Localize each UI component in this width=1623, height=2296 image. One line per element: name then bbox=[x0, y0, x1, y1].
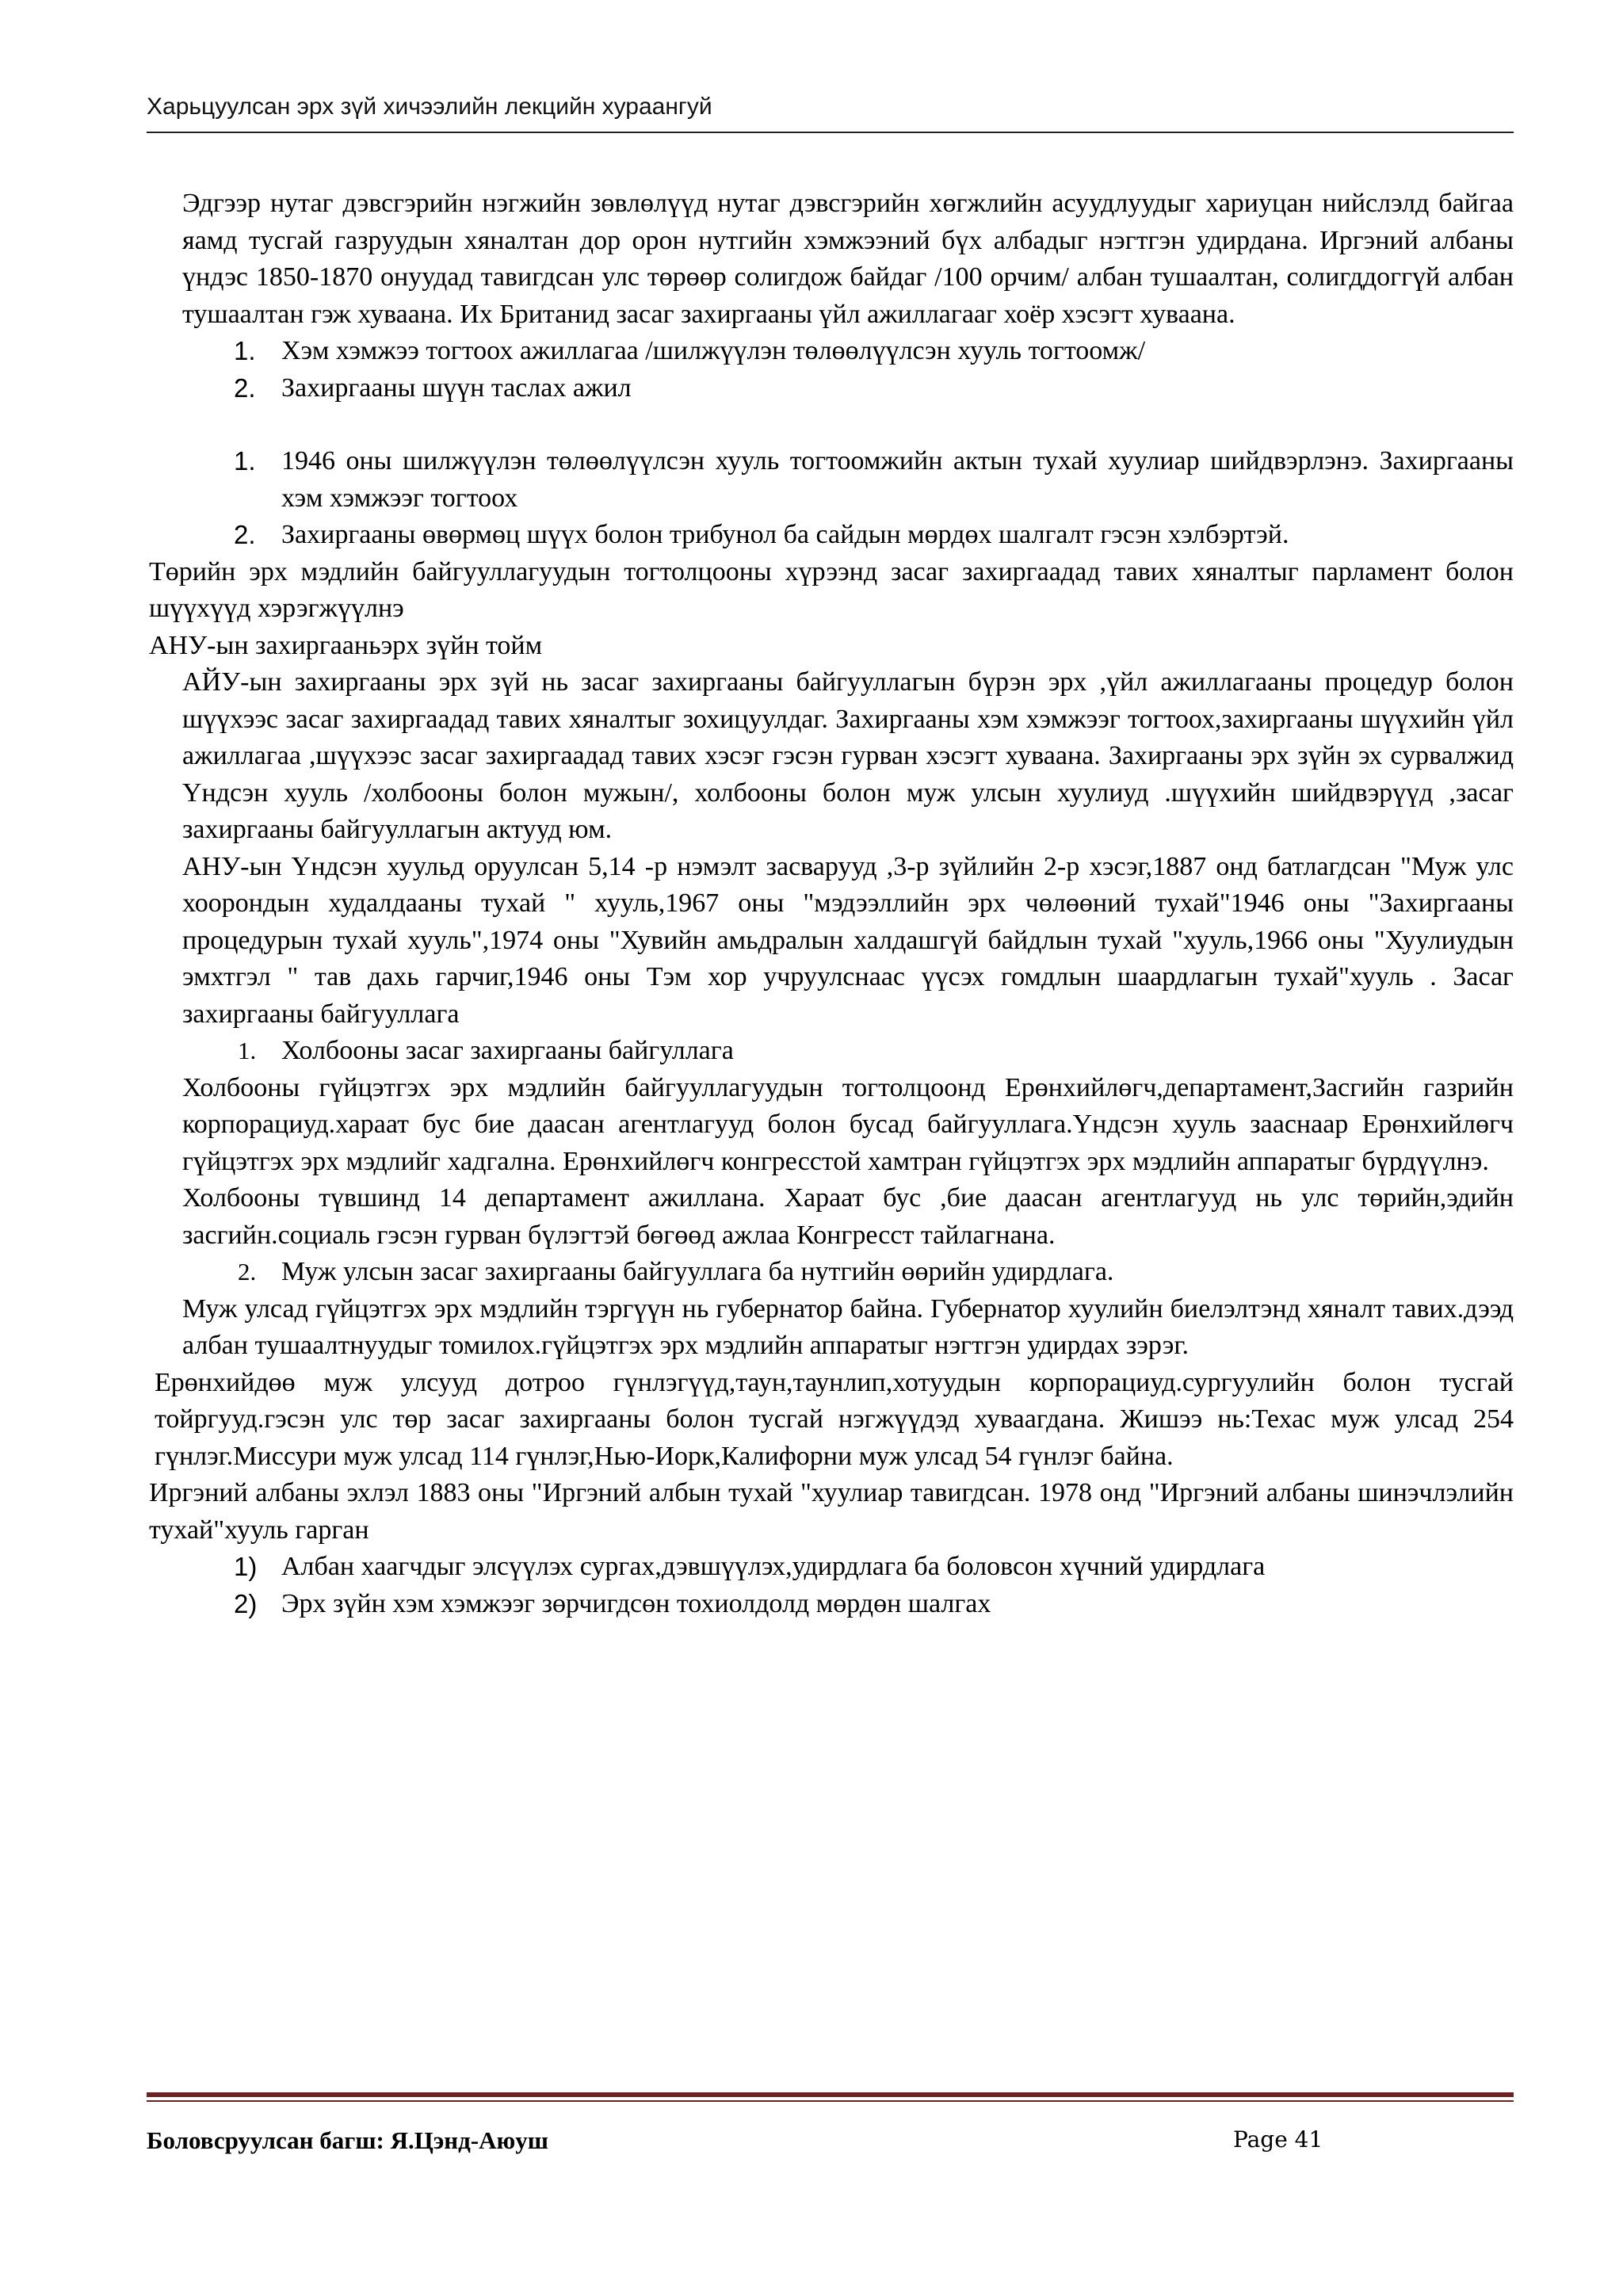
paragraph: Холбооны гүйцэтгэх эрх мэдлийн байгууллагуудын тогтолцоонд Ерөнхийлөгч,департамент,Засгийн газрийн корпорациуд.хараат бус бие даасан агентлагууд болон бусад байгууллага.Үндсэн хууль зааснаар Ерөнхийлөгч гүйцэтгэх эрх мэдлийг хадгална. Ерөнхийлөгч конгресстой хамтран гүйцэтгэх эрх мэдлийн аппаратыг бүрдүүлнэ. bbox=[182, 1072, 1514, 1176]
list-item bbox=[147, 333, 1514, 370]
footer-divider-thin bbox=[147, 2100, 1514, 2102]
list-item bbox=[147, 1033, 1514, 1070]
running-header: Харьцуулсан эрх зүй хичээлийн лекцийн хураангуй bbox=[147, 94, 712, 120]
list-number: 2. bbox=[238, 1258, 257, 1286]
list-item bbox=[147, 1586, 1514, 1623]
list-number: 2. bbox=[234, 372, 256, 403]
list-item-text: Албан хаагчдыг элсүүлэх сургах,дэвшүүлэх,удирдлага ба боловсон хүчний удирдлага bbox=[281, 1552, 1266, 1581]
paragraph: Муж улсад гүйцэтгэх эрх мэдлийн тэргүүн нь губернатор байна. Губернатор хуулийн биелэлтэнд хяналт тавих.дээд албан тушаалтнуудыг томилох.гүйцэтгэх эрх мэдлийн аппаратыг нэгтгэн удирдах зэрэг. bbox=[182, 1293, 1514, 1360]
document-body bbox=[147, 185, 1514, 1622]
paragraph: АЙУ-ын захиргааны эрх зүй нь засаг захиргааны байгууллагын бүрэн эрх ,үйл ажиллагааны процедур болон шүүхээс засаг захиргаадад тавих хяналтыг зохицуулдаг. Захиргааны хэм хэмжээг тогтоох,захиргааны шүүхийн үйл ажиллагаа ,шүүхээс засаг захиргаадад тавих хэсэг гэсэн гурван хэсэгт хуваана. Захиргааны эрх зүйн эх сурвалжид Үндсэн хууль /холбооны болон мужын/, холбооны болон муж улсын хуулиуд .шүүхийн шийдвэрүүд ,засаг захиргааны байгууллагын актууд юм. bbox=[182, 667, 1514, 844]
list-item-text: Захиргааны шүүн таслах ажил bbox=[281, 372, 632, 403]
list-item-text: Хэм хэмжээ тогтоох ажиллагаа /шилжүүлэн төлөөлүүлсэн хууль тогтоомж/ bbox=[281, 336, 1146, 365]
paragraph: Иргэний албаны эхлэл 1883 оны "Иргэний албын тухай "хуулиар тавигдсан. 1978 онд "Иргэний албаны шинэчлэлийн тухай"хууль гарган bbox=[149, 1478, 1514, 1545]
paragraph: Төрийн эрх мэдлийн байгууллагуудын тогтолцооны хүрээнд засаг захиргаадад тавих хяналтыг парламент болон шүүхүүд хэрэгжүүлнэ bbox=[149, 556, 1514, 623]
list-number: 1. bbox=[234, 446, 256, 476]
footer-author: Боловсруулсан багш: Я.Цэнд-Аюуш bbox=[147, 2126, 548, 2154]
footer-divider-thick bbox=[147, 2092, 1514, 2097]
page-number: Page 41 bbox=[1233, 2126, 1323, 2153]
list-number: 1. bbox=[238, 1037, 257, 1064]
list-number: 1. bbox=[234, 336, 256, 365]
section-heading: АНУ-ын захиргааньэрх зүйн тойм bbox=[149, 630, 543, 660]
list-item-text: 1946 оны шилжүүлэн төлөөлүүлсэн хууль тогтоомжийн актын тухай хуулиар шийдвэрлэнэ. Захиргааны хэм хэмжээг тогтоох bbox=[281, 446, 1514, 513]
list-item-text: Муж улсын засаг захиргааны байгууллага ба нутгийн өөрийн удирдлага. bbox=[281, 1257, 1114, 1286]
header-divider bbox=[147, 132, 1514, 133]
list-number: 2) bbox=[234, 1588, 258, 1618]
paragraph: Эдгээр нутаг дэвсгэрийн нэгжийн зөвлөлүүд нутаг дэвсгэрийн хөгжлийн асуудлуудыг хариуцан нийслэлд байгаа яамд тусгай газруудын хяналтан дор орон нутгийн хэмжээний бүх албадыг нэгтгэн удирдана. Иргэний албаны үндэс 1850-1870 онуудад тавигдсан улс төрөөр солигдож байдаг /100 орчим/ албан тушаалтан, солигддоггүй албан тушаалтан гэж хуваана. Их Британид засаг захиргааны үйл ажиллагааг хоёр хэсэгт хуваана. bbox=[182, 189, 1514, 329]
spacer bbox=[147, 407, 1514, 443]
list-number: 2. bbox=[234, 520, 256, 549]
list-item bbox=[147, 517, 1514, 554]
list-item bbox=[147, 1254, 1514, 1291]
paragraph: АНУ-ын Үндсэн хуульд оруулсан 5,14 -р нэмэлт засварууд ,3-р зүйлийн 2-р хэсэг,1887 онд батлагдсан "Муж улс хоорондын худалдааны тухай " хууль,1967 оны "мэдээллийн эрх чөлөөний тухай"1946 оны "Захиргааны процедурын тухай хууль",1974 оны "Хувийн амьдралын халдашгүй байдлын тухай "хууль,1966 оны "Хуулиудын эмхтгэл " тав дахь гарчиг,1946 оны Тэм хор учруулснаас үүсэх гомдлын шаардлагын тухай"хууль . Засаг захиргааны байгууллага bbox=[182, 851, 1514, 1029]
list-number: 1) bbox=[234, 1552, 258, 1581]
paragraph: Холбооны түвшинд 14 департамент ажиллана. Хараат бус ,бие даасан агентлагууд нь улс төрийн,эдийн засгийн.социаль гэсэн гурван бүлэгтэй бөгөөд ажлаа Конгресст тайлагнана. bbox=[182, 1183, 1514, 1250]
list-item bbox=[147, 370, 1514, 407]
paragraph: Ерөнхийдөө муж улсууд дотроо гүнлэгүүд,таун,таунлип,хотуудын корпорациуд.сургуулийн болон тусгай тойргууд.гэсэн улс төр засаг захиргааны болон тусгай нэгжүүдэд хуваагдана. Жишээ нь:Техас муж улсад 254 гүнлэг.Миссури муж улсад 114 гүнлэг,Нью-Иорк,Калифорни муж улсад 54 гүнлэг байна. bbox=[155, 1367, 1514, 1471]
list-item-text: Захиргааны өвөрмөц шүүх болон трибунол ба сайдын мөрдөх шалгалт гэсэн хэлбэртэй. bbox=[281, 520, 1289, 549]
list-item-text: Эрх зүйн хэм хэмжээг зөрчигдсөн тохиолдолд мөрдөн шалгах bbox=[281, 1588, 991, 1618]
list-item-text: Холбооны засаг захиргааны байгуллага bbox=[281, 1036, 734, 1065]
list-item bbox=[147, 1549, 1514, 1586]
list-item bbox=[147, 443, 1514, 517]
